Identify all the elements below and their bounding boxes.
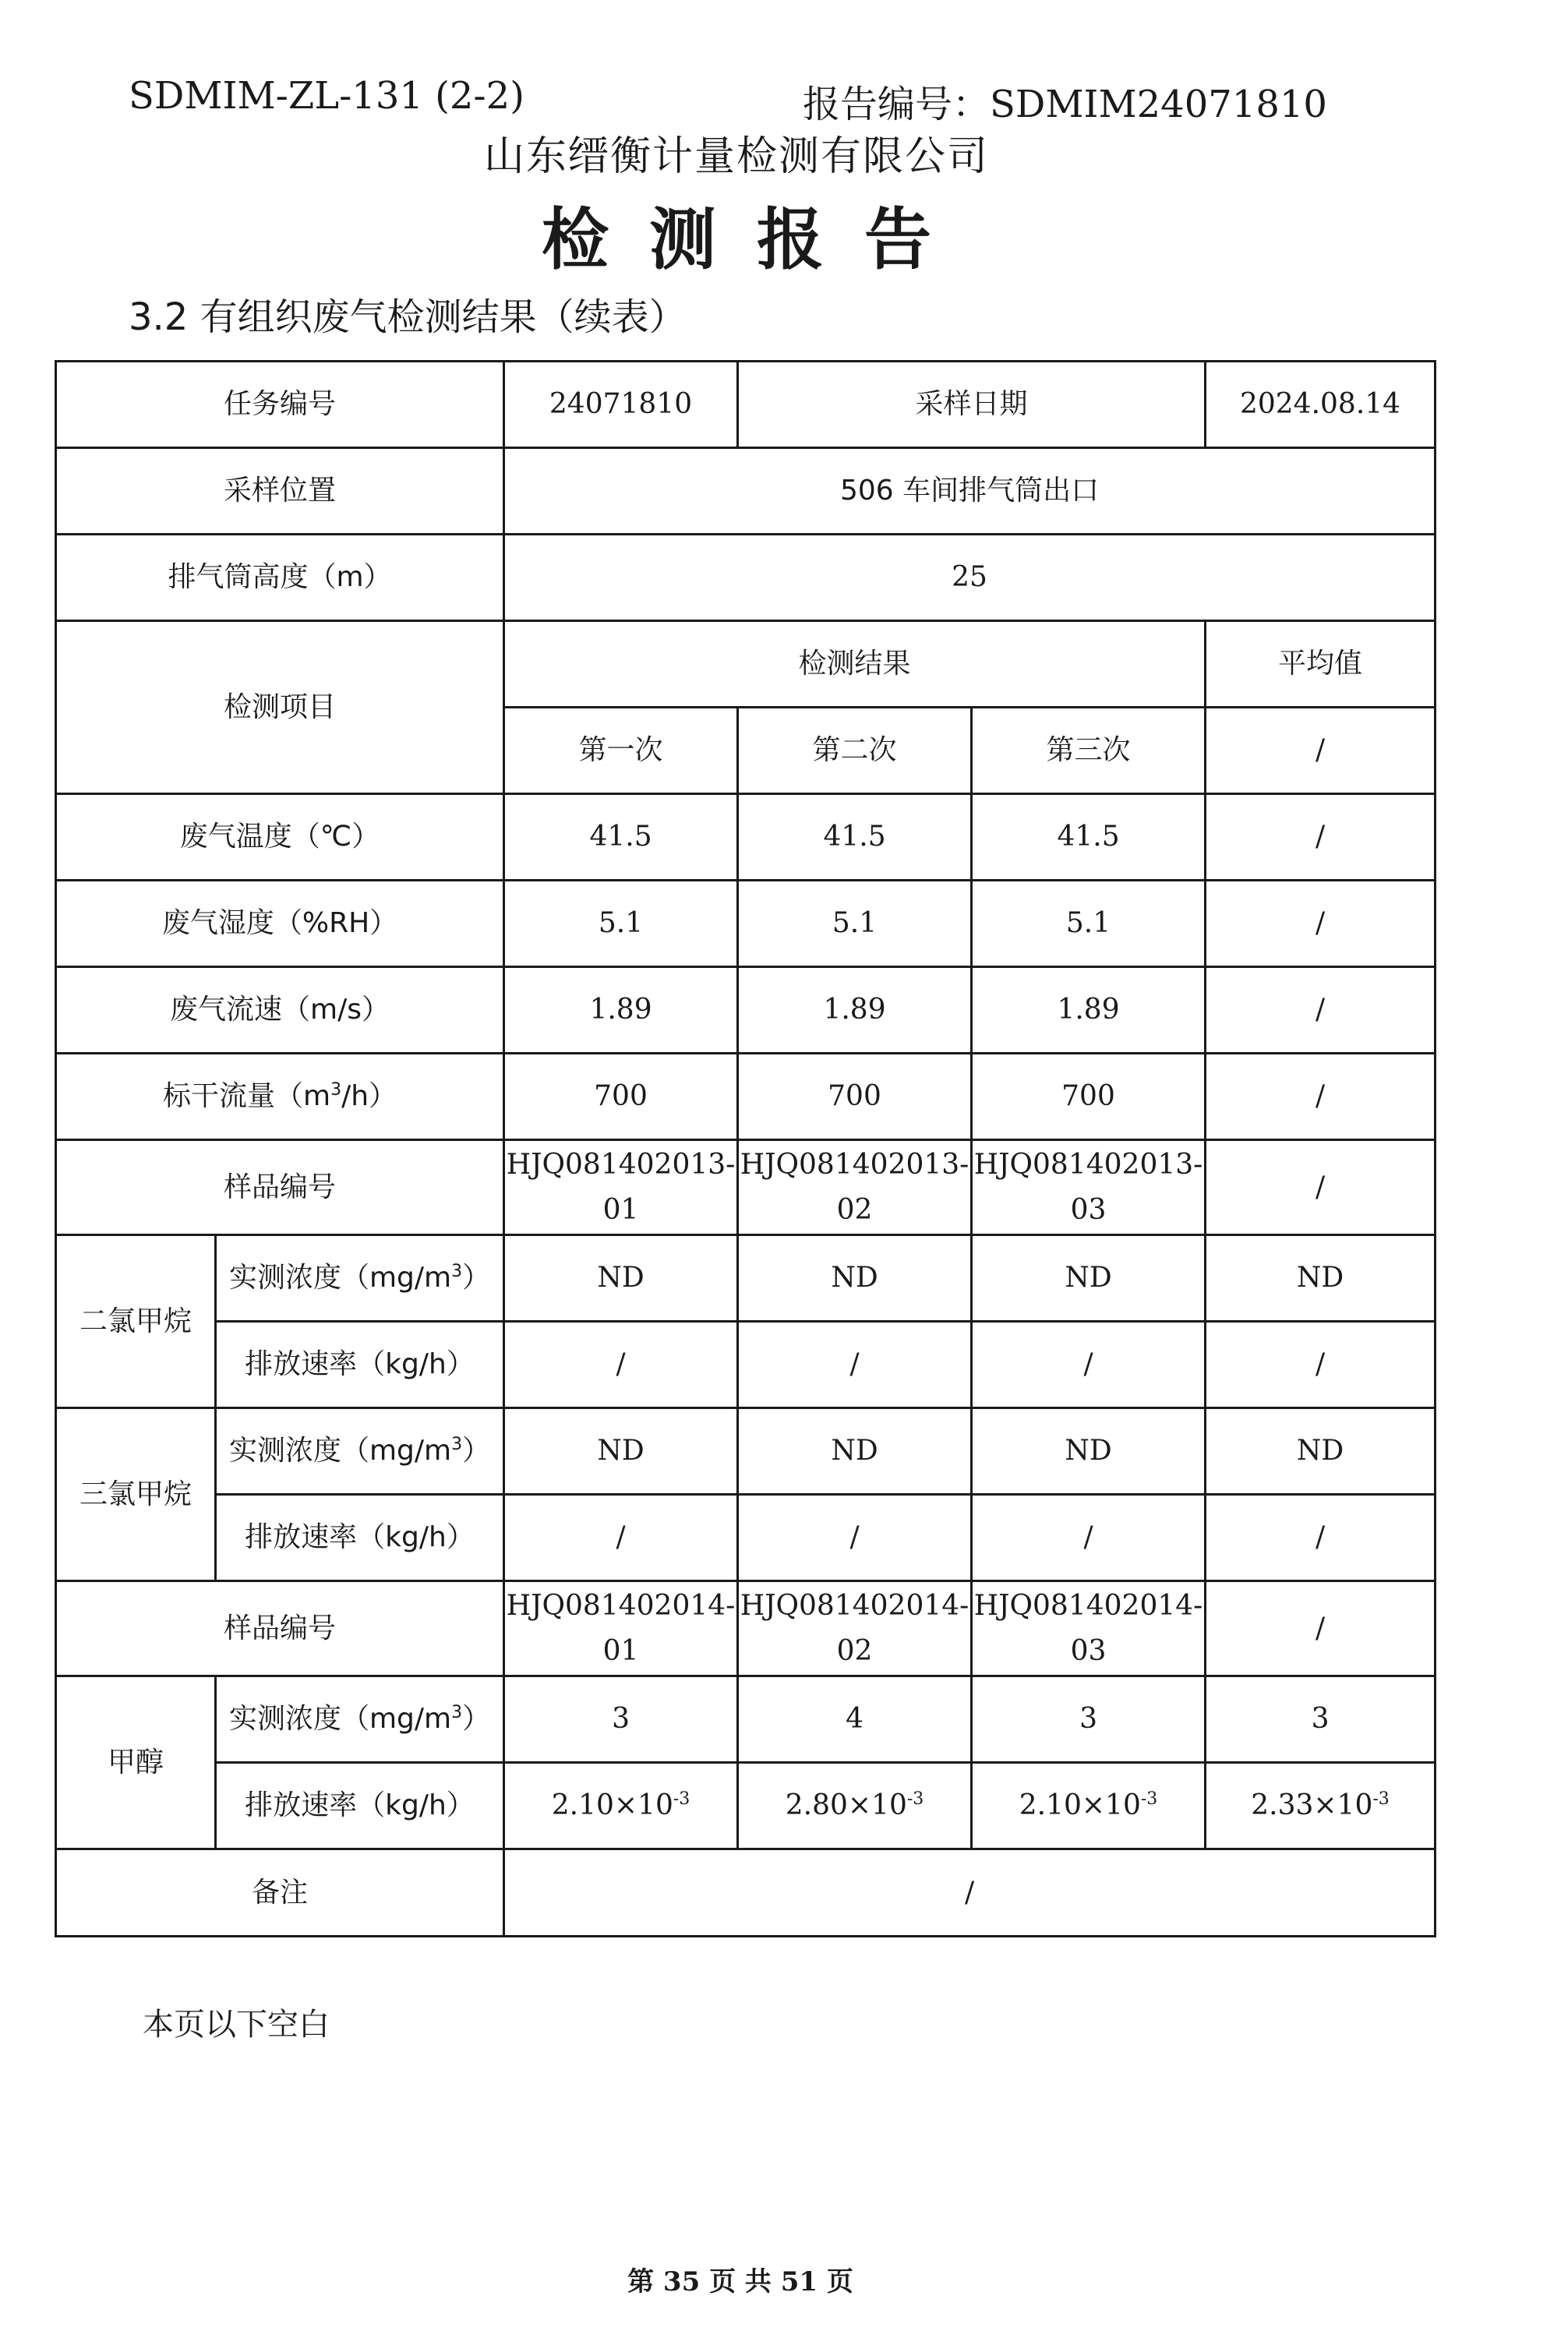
dcm-conc-row — [56, 1235, 1436, 1322]
sample-avg: / — [1206, 1140, 1436, 1235]
run2-label: 第二次 — [738, 708, 972, 794]
tcm-conc-row — [56, 1408, 1436, 1495]
sample-id: HJQ081402013- 02 — [738, 1140, 972, 1235]
rate-label: 排放速率（kg/h） — [216, 1322, 504, 1408]
rate-avg: / — [1206, 1495, 1436, 1581]
pollutant-name-tcm: 三氯甲烷 — [56, 1408, 216, 1581]
param-value: 5.1 — [972, 881, 1206, 967]
param-value: 5.1 — [504, 881, 738, 967]
rate-value: / — [738, 1322, 972, 1408]
param-avg: / — [1206, 967, 1436, 1054]
remark-label: 备注 — [56, 1849, 504, 1937]
location-label: 采样位置 — [56, 448, 504, 535]
sample-no-label: 样品编号 — [56, 1140, 504, 1235]
stack-height-label: 排气筒高度（m） — [56, 535, 504, 621]
task-no-label: 任务编号 — [56, 362, 504, 448]
conc-value: 3 — [972, 1676, 1206, 1763]
rate-value: / — [504, 1322, 738, 1408]
param-avg: / — [1206, 881, 1436, 967]
temperature-row — [56, 794, 1436, 881]
run1-label: 第一次 — [504, 708, 738, 794]
document-title: 检测报告 — [542, 201, 972, 279]
document-code: SDMIM-ZL-131 (2-2) — [129, 74, 524, 118]
sample-id: HJQ081402014- 03 — [972, 1581, 1206, 1676]
sample-avg: / — [1206, 1581, 1436, 1676]
conc-value: ND — [738, 1408, 972, 1495]
conc-avg: ND — [1206, 1408, 1436, 1495]
param-value: 1.89 — [504, 967, 738, 1054]
conc-label: 实测浓度$(mg/m^3)$ — [216, 1408, 504, 1495]
sample-date-value: 2024.08.14 — [1206, 362, 1436, 448]
sample-id: HJQ081402014- 01 — [504, 1581, 738, 1676]
conc-value: ND — [738, 1235, 972, 1322]
rate-value: / — [972, 1322, 1206, 1408]
stack-height-row — [56, 535, 1436, 621]
sample-no-row-1 — [56, 1140, 1436, 1235]
sample-id: HJQ081402013- 01 — [504, 1140, 738, 1235]
param-value: 1.89 — [972, 967, 1206, 1054]
rate-label: 排放速率（kg/h） — [216, 1495, 504, 1581]
remark-row — [56, 1849, 1436, 1937]
rate-value: / — [972, 1495, 1206, 1581]
rate-value: $2.10\times 10^{-3}$ — [504, 1763, 738, 1849]
conc-label: 实测浓度$(mg/m^3)$ — [216, 1235, 504, 1322]
page-number: 第 35 页 共 51 页 — [627, 2266, 853, 2297]
velocity-row — [56, 967, 1436, 1054]
param-value: 41.5 — [504, 794, 738, 881]
avg-label: 平均值 — [1206, 621, 1436, 708]
stack-height-value: 25 — [504, 535, 1436, 621]
rate-value: $2.10\times 10^{-3}$ — [972, 1763, 1206, 1849]
company-name: 山东缙衡计量检测有限公司 — [483, 133, 989, 180]
param-value: 41.5 — [972, 794, 1206, 881]
avg-na: / — [1206, 708, 1436, 794]
methanol-rate-row — [56, 1763, 1436, 1849]
rate-avg: $2.33\times 10^{-3}$ — [1206, 1763, 1436, 1849]
param-value: 5.1 — [738, 881, 972, 967]
conc-avg: 3 — [1206, 1676, 1436, 1763]
report-number: 报告编号：SDMIM24071810 — [803, 83, 1327, 126]
sample-id: HJQ081402013- 03 — [972, 1140, 1206, 1235]
param-avg: / — [1206, 794, 1436, 881]
sample-id: HJQ081402014- 02 — [738, 1581, 972, 1676]
param-value: 1.89 — [738, 967, 972, 1054]
conc-avg: ND — [1206, 1235, 1436, 1322]
param-label: 废气温度（℃） — [56, 794, 504, 881]
sample-date-label: 采样日期 — [738, 362, 1206, 448]
result-header-row — [56, 621, 1436, 708]
param-value: 700 — [972, 1054, 1206, 1140]
humidity-row — [56, 881, 1436, 967]
conc-value: ND — [504, 1235, 738, 1322]
result-label: 检测结果 — [504, 621, 1206, 708]
methanol-conc-row — [56, 1676, 1436, 1763]
conc-value: ND — [972, 1235, 1206, 1322]
rate-avg: / — [1206, 1322, 1436, 1408]
flow-label: 标干流量$(m^3/h)$ — [56, 1054, 504, 1140]
param-value: 700 — [738, 1054, 972, 1140]
rate-value: / — [738, 1495, 972, 1581]
run3-label: 第三次 — [972, 708, 1206, 794]
task-row — [56, 362, 1436, 448]
location-value: 506 车间排气筒出口 — [504, 448, 1436, 535]
param-value: 41.5 — [738, 794, 972, 881]
param-value: 700 — [504, 1054, 738, 1140]
tcm-rate-row — [56, 1495, 1436, 1581]
blank-note: 本页以下空白 — [143, 2007, 330, 2043]
sample-no-label: 样品编号 — [56, 1581, 504, 1676]
results-table — [55, 360, 1436, 1937]
rate-value: / — [504, 1495, 738, 1581]
conc-value: ND — [972, 1408, 1206, 1495]
conc-value: 3 — [504, 1676, 738, 1763]
param-label: 废气湿度（%RH） — [56, 881, 504, 967]
flow-row — [56, 1054, 1436, 1140]
conc-value: 4 — [738, 1676, 972, 1763]
section-title: 3.2 有组织废气检测结果（续表） — [129, 295, 687, 339]
conc-value: ND — [504, 1408, 738, 1495]
task-no-value: 24071810 — [504, 362, 738, 448]
dcm-rate-row — [56, 1322, 1436, 1408]
conc-label: 实测浓度$(mg/m^3)$ — [216, 1676, 504, 1763]
sample-no-row-2 — [56, 1581, 1436, 1676]
param-label: 废气流速（m/s） — [56, 967, 504, 1054]
item-label: 检测项目 — [56, 621, 504, 794]
pollutant-name-dcm: 二氯甲烷 — [56, 1235, 216, 1408]
location-row — [56, 448, 1436, 535]
remark-value: / — [504, 1849, 1436, 1937]
rate-label: 排放速率（kg/h） — [216, 1763, 504, 1849]
rate-value: $2.80\times 10^{-3}$ — [738, 1763, 972, 1849]
pollutant-name-methanol: 甲醇 — [56, 1676, 216, 1849]
param-avg: / — [1206, 1054, 1436, 1140]
